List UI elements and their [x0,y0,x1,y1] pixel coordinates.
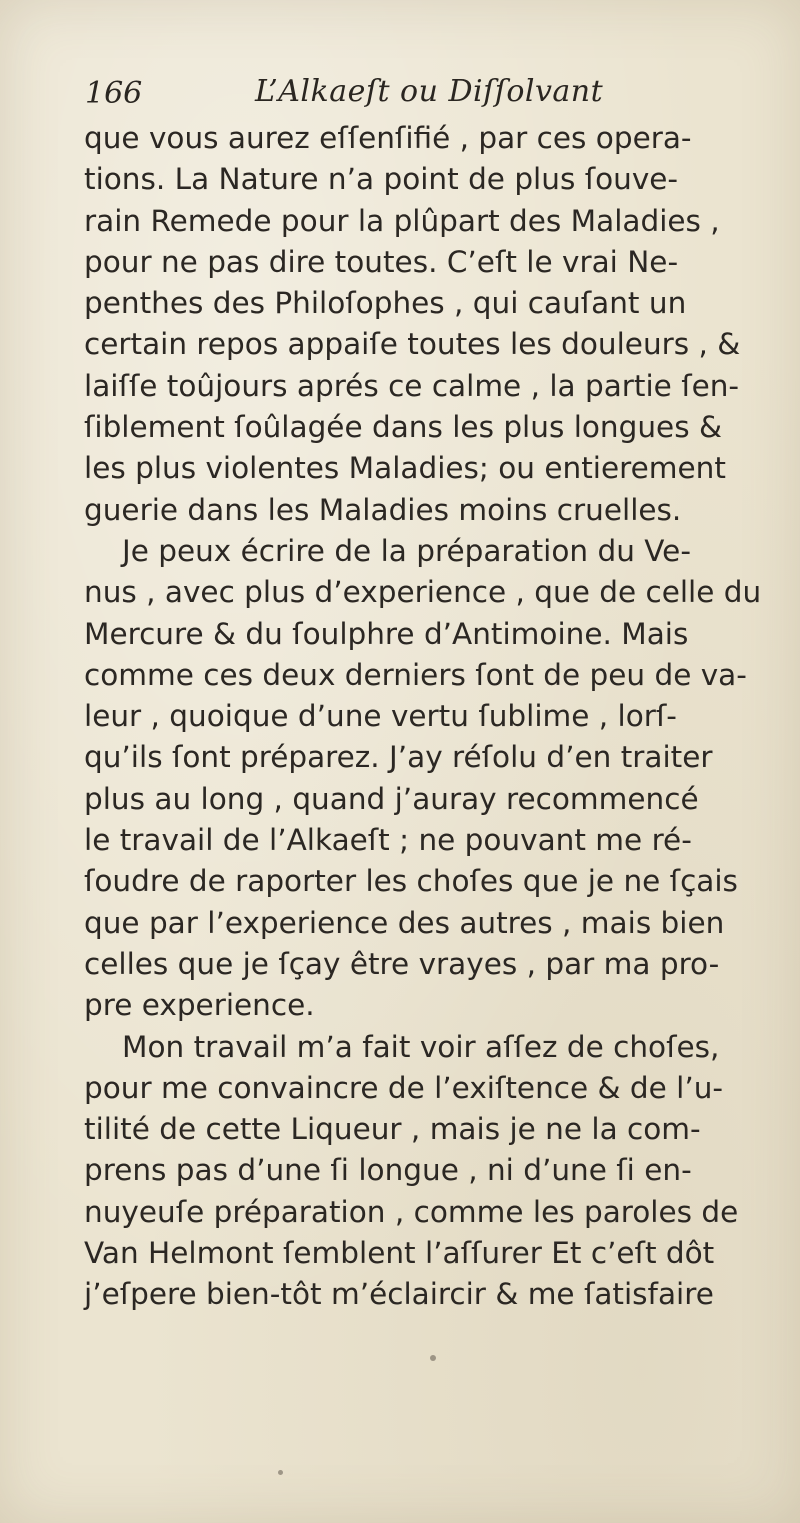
text-line: les plus violentes Maladies; ou entierement [84,451,726,486]
text-line: ſiblement ſoûlagée dans les plus longues & [84,410,722,445]
paragraph-start-line: Mon travail m’a fait voir aſſez de choſes, [122,1029,720,1064]
text-line: comme ces deux derniers ſont de peu de va- [84,657,747,692]
text-line: tions. La Nature n’a point de plus ſouve- [84,162,679,197]
text-line: tilité de cette Liqueur , mais je ne la com- [84,1112,701,1147]
text-line: prens pas d’une ſi longue , ni d’une ſi en- [84,1153,692,1188]
text-line: que vous aurez eſſenſifié , par ces opera- [84,121,692,155]
text-line: Mercure & du ſoulphre d’Antimoine. Mais [84,616,689,651]
text-line: penthes des Philoſophes , qui cauſant un [84,286,687,321]
paragraph-start-line: Je peux écrire de la préparation du Ve- [122,533,691,568]
text-line: leur , quoique d’une vertu ſublime , lorſ- [84,699,677,734]
text-line: nus , avec plus d’experience , que de celle du [84,575,762,610]
text-line: celles que je ſçay être vrayes , par ma pro- [84,946,720,981]
page-number: 166 [85,76,143,111]
text-line: le travail de l’Alkaeſt ; ne pouvant me ré- [84,823,692,858]
text-line: laiſſe toûjours aprés ce calme , la partie ſen- [84,368,740,403]
page-header [85,72,645,116]
running-head: L’Alkaeſt ou Diſſolvant [255,74,604,109]
text-line: nuyeuſe préparation , comme les paroles de [84,1194,739,1229]
text-line: pre experience. [84,988,315,1023]
text-line: que par l’experience des autres , mais bien [84,905,725,940]
text-line: certain repos appaiſe toutes les douleurs , & [84,327,741,362]
text-line: pour me convaincre de l’exiſtence & de l’u- [84,1070,724,1105]
text-line: plus au long , quand j’auray recommencé [84,781,699,816]
text-line: rain Remede pour la plûpart des Maladies , [84,203,720,238]
text-line: pour ne pas dire toutes. C’eſt le vrai Ne- [84,244,679,279]
paper-speck [430,1355,436,1361]
text-line: qu’ils ſont préparez. J’ay réſolu d’en traiter [84,740,713,775]
body-text [84,118,774,1316]
text-line: guerie dans les Maladies moins cruelles. [84,492,682,527]
text-line: ſoudre de raporter les choſes que je ne ſçais [84,864,738,899]
text-line: Van Helmont ſemblent l’aſſurer Et c’eſt dôt [84,1236,715,1271]
paper-speck [278,1470,283,1475]
text-line: j’eſpere bien-tôt m’éclaircir & me ſatisfaire [84,1277,714,1312]
